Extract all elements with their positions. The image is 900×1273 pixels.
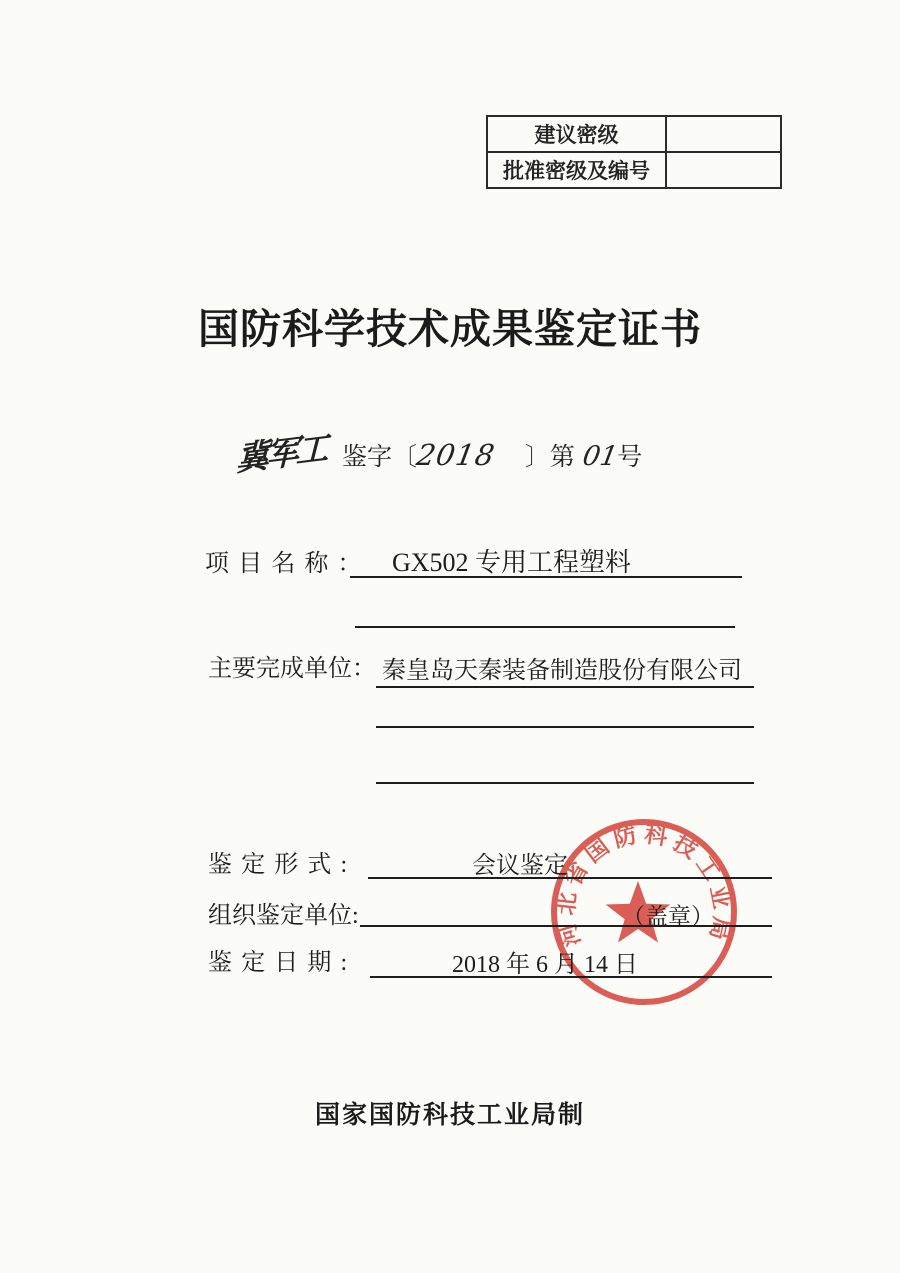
appraisal-form-underline	[368, 845, 772, 879]
table-row	[487, 116, 781, 152]
project-name-value: GX502 专用工程塑料	[392, 548, 632, 577]
project-name-underline-2	[355, 594, 735, 628]
suggested-classification-label: 建议密级	[487, 116, 666, 152]
approved-classification-value	[666, 152, 781, 188]
appraisal-form-value: 会议鉴定	[472, 853, 568, 879]
doc-number-middle: 〕第	[524, 444, 575, 471]
doc-number-prefix: 鉴字〔	[342, 444, 418, 471]
issuer-footer: 国家国防科技工业局制	[314, 1101, 585, 1129]
suggested-classification-value	[666, 116, 781, 152]
page-title: 国防科学技术成果鉴定证书	[198, 306, 702, 352]
classification-table	[486, 115, 782, 189]
approved-classification-label: 批准密级及编号	[487, 152, 666, 188]
main-unit-underline-2	[376, 694, 754, 728]
table-row	[487, 152, 781, 188]
organizer-label: 组织鉴定单位:	[208, 903, 359, 929]
project-name-label: 项目名称：	[205, 551, 371, 577]
main-unit-underline-3	[376, 750, 754, 784]
handwritten-signature: 冀军工	[235, 428, 326, 479]
doc-number-suffix: 号	[617, 444, 643, 471]
appraisal-form-label: 鉴定形式:	[208, 852, 357, 878]
appraisal-date-value: 2018 年 6 月 14 日	[452, 952, 638, 978]
doc-number-line	[236, 428, 642, 490]
seal-here-text: （盖章）	[622, 904, 714, 929]
appraisal-date-label: 鉴定日期:	[208, 950, 357, 976]
main-unit-label: 主要完成单位：	[208, 656, 376, 682]
stamp-ring-text: 河北省国防科技工业局	[553, 821, 735, 950]
main-unit-value: 秦皇岛天秦装备制造股份有限公司	[382, 658, 742, 684]
handwritten-number: 01	[580, 441, 620, 472]
handwritten-year: 2018	[414, 438, 498, 472]
